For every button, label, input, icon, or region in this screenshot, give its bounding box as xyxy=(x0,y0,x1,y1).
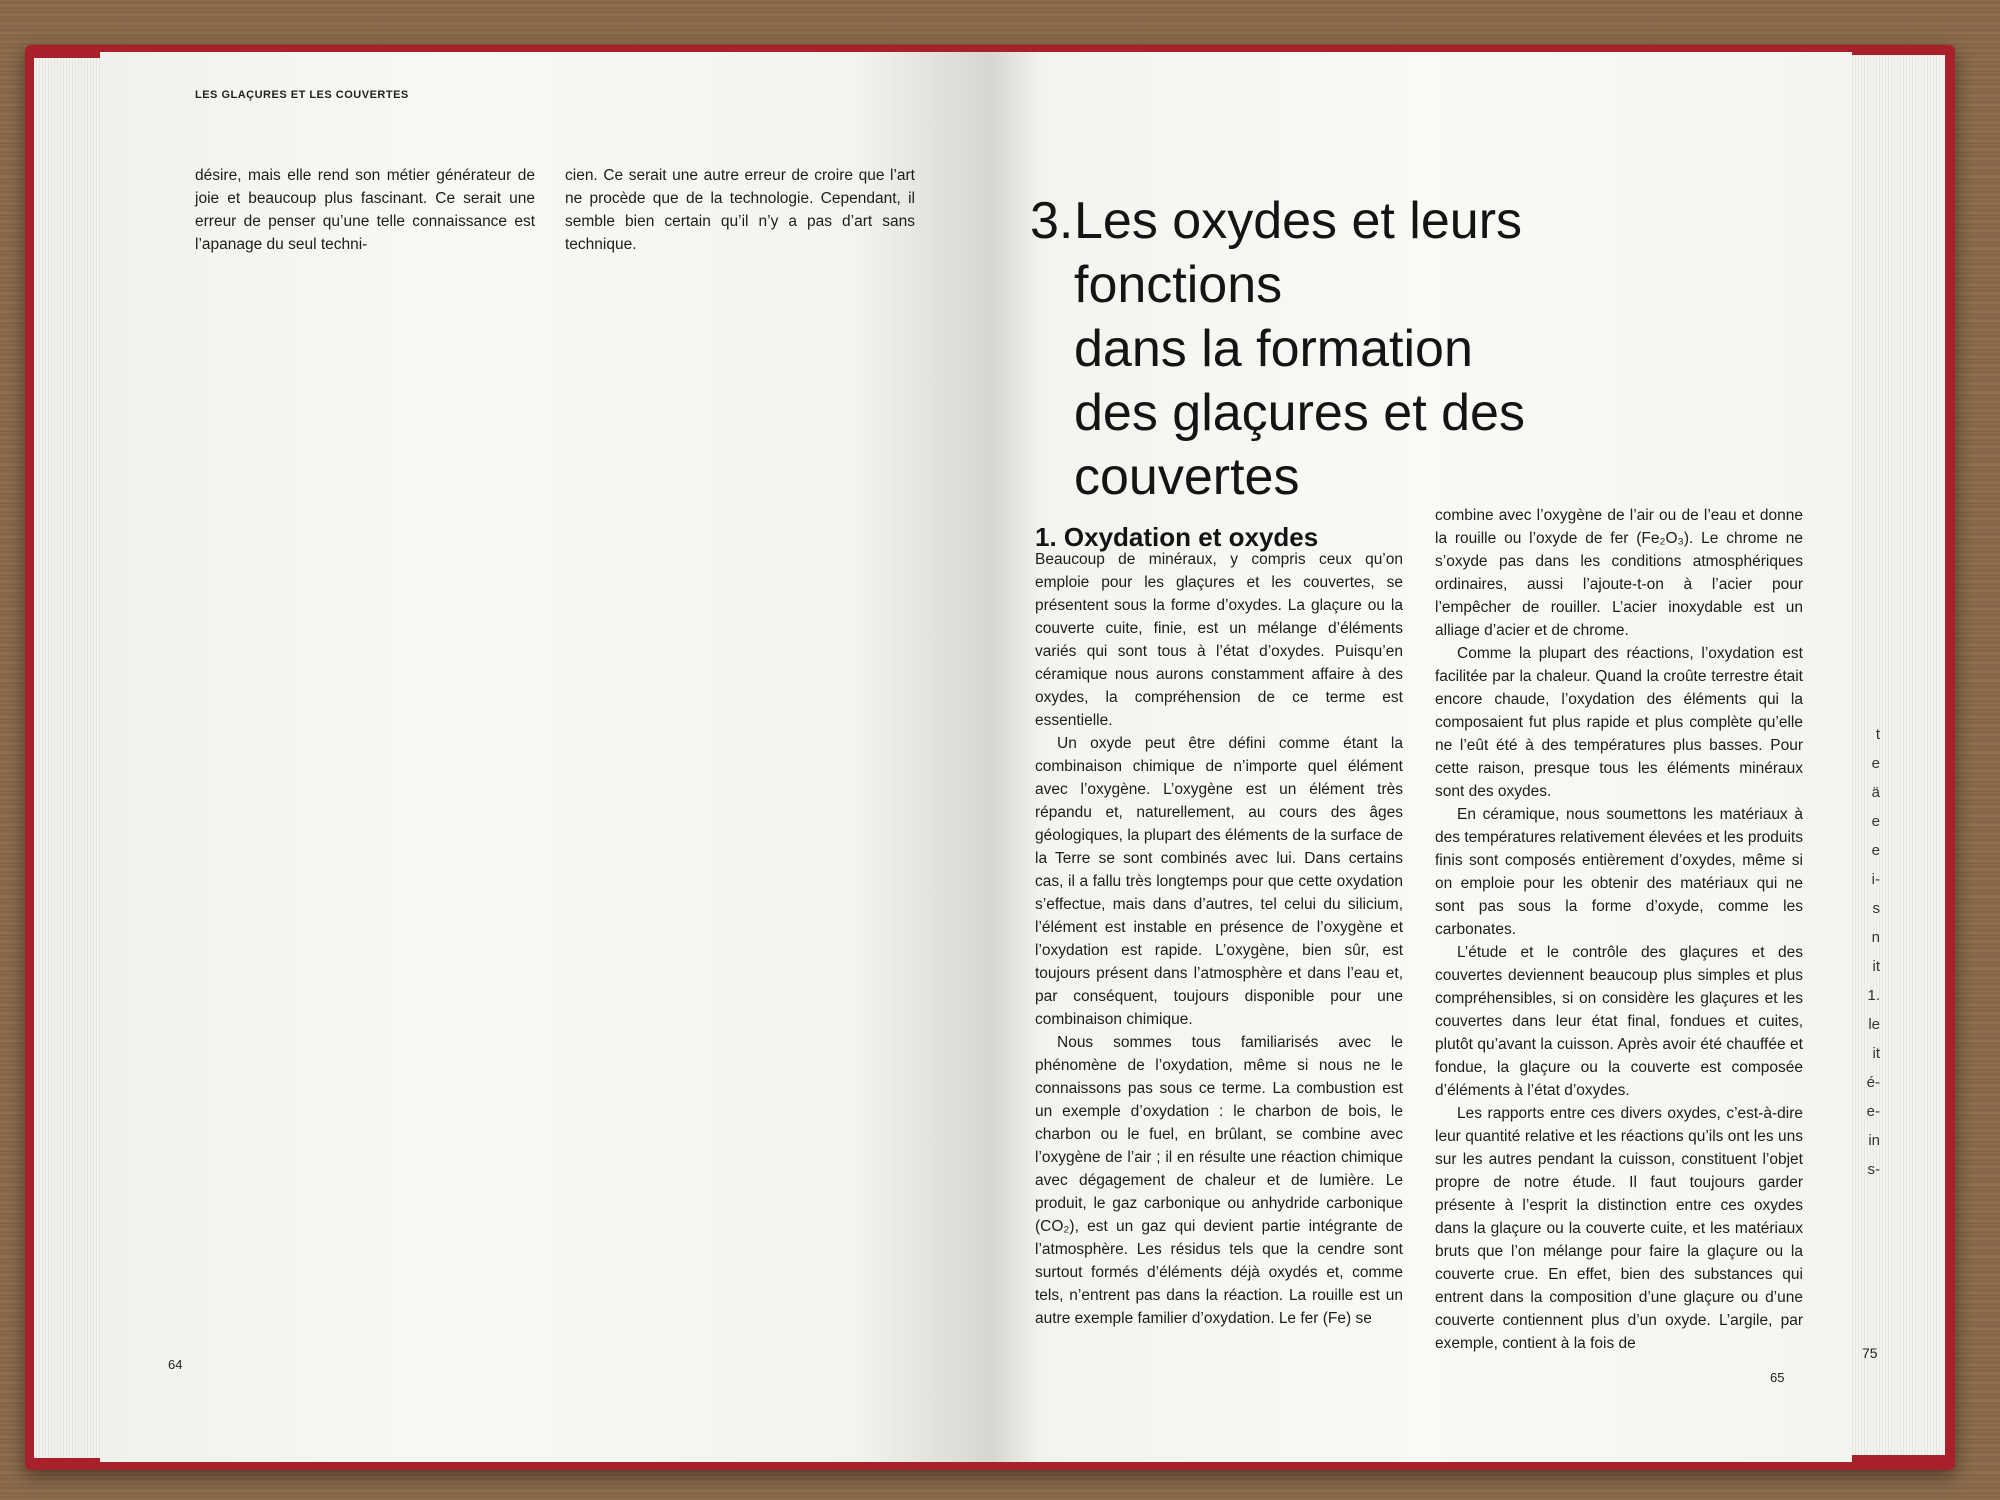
paragraph: combine avec l’oxygène de l’air ou de l’eau et donne la rouille ou l’oxyde de fer (Fe₂O₃). Le chrome ne s’oxyde pas dans les conditions atmosphériques ordinaires, aussi l’ajoute-t-on à l’acier pour l’empêcher de rouiller. L’acier inoxydable est un alliage d’acier et de chrome. xyxy=(1435,507,1803,639)
fragment: ä xyxy=(1871,784,1880,801)
fragment: n xyxy=(1871,929,1880,946)
page-number-right: 65 xyxy=(1770,1370,1785,1385)
paragraph: Comme la plupart des réactions, l’oxydation est facilitée par la chaleur. Quand la croûte terrestre était encore chaude, l’oxydation des éléments qui la composaient fut plus rapide et plus complète qu’elle ne l’eût été à des températures plus basses. Pour cette raison, presque tous les éléments minéraux sont des oxydes. xyxy=(1435,645,1803,800)
left-column-1 xyxy=(195,164,535,256)
paragraph: Les rapports entre ces divers oxydes, c’est-à-dire leur quantité relative et les réactions qu’ils ont les uns sur les autres pendant la cuisson, constituent l’objet propre de notre étude. Il faut toujours garder présente à l’esprit la distinction entre ces oxydes dans la glaçure ou la couverte cuite, et les matériaux bruts que l’on mélange pour faire la glaçure ou la couverte crue. En effet, bien des substances qui entrent dans la composition d’une glaçure ou d’une couverte contiennent plus d’un oxyde. L’argile, par exemple, contient à la fois de xyxy=(1435,1105,1803,1352)
fragment: le xyxy=(1868,1016,1880,1033)
fragment: in xyxy=(1868,1132,1880,1149)
right-page xyxy=(990,52,1852,1462)
right-column-2 xyxy=(1435,504,1803,1355)
paragraph: L’étude et le contrôle des glaçures et des couvertes deviennent beaucoup plus simples et plus compréhensibles, si on considère les glaçures et les couvertes dans leur état final, fondues et cuites, plutôt qu’avant la cuisson. Après avoir été chauffée et fondue, la glaçure ou la couverte est composée d’éléments à l’état d’oxydes. xyxy=(1435,944,1803,1099)
fragment: e xyxy=(1871,755,1880,772)
fragment: e xyxy=(1871,813,1880,830)
page-number-left: 64 xyxy=(168,1357,183,1372)
paragraph: cien. Ce serait une autre erreur de croire que l’art ne procède que de la technologie. Cependant, il semble bien certain qu’il n’y a pas d’art sans technique. xyxy=(565,167,915,253)
fragment: i- xyxy=(1871,871,1880,888)
paragraph: En céramique, nous soumettons les matériaux à des températures relativement élevées et les produits finis sont composés entièrement d’oxydes, même si on emploie pour les obtenir des matériaux qui ne sont pas sous la forme d’oxyde, comme les carbonates. xyxy=(1435,806,1803,938)
chapter-title xyxy=(1030,189,1650,509)
fragment: s- xyxy=(1867,1161,1880,1178)
paragraph: Beaucoup de minéraux, y compris ceux qu’on emploie pour les glaçures et les couvertes, se présentent sous la forme d’oxydes. La glaçure ou la couverte cuite, finie, est un mélange d’éléments variés qui sont tous à l’état d’oxydes. Puisqu’en céramique nous aurons constamment affaire à des oxydes, la compréhension de ce terme est essentielle. xyxy=(1035,551,1403,729)
fragment: s xyxy=(1872,900,1880,917)
running-head: LES GLAÇURES ET LES COUVERTES xyxy=(195,89,409,101)
page-stack-left xyxy=(34,58,104,1458)
fragment: é- xyxy=(1866,1074,1880,1091)
fragment: 1. xyxy=(1867,987,1880,1004)
right-column-1 xyxy=(1035,548,1403,1330)
under-page-number: 75 xyxy=(1862,1345,1878,1361)
fragment: e xyxy=(1871,842,1880,859)
fragment: it xyxy=(1872,1045,1880,1062)
fragment: t xyxy=(1875,726,1880,743)
under-page-text-fragments xyxy=(1856,720,1880,1184)
left-column-2 xyxy=(565,164,915,256)
fragment: it xyxy=(1872,958,1880,975)
chapter-title-text: Les oxydes et leurs fonctions dans la formation des glaçures et des couvertes xyxy=(1074,191,1525,506)
paragraph: Nous sommes tous familiarisés avec le phénomène de l’oxydation, même si nous ne le connaissons pas sous ce terme. La combustion est un exemple d’oxydation : le charbon de bois, le charbon ou le fuel, en brûlant, se combine avec l’oxygène de l’air ; il en résulte une réaction chimique avec dégagement de chaleur et de lumière. Le produit, le gaz carbonique ou anhydride carbonique (CO₂), est un gaz qui devient partie intégrante de l’atmosphère. Les résidus tels que la cendre sont surtout formés d’éléments déjà oxydés et, comme tels, n’entrent pas dans la réaction. La rouille est un autre exemple familier d’oxydation. Le fer (Fe) se xyxy=(1035,1034,1403,1327)
paragraph: désire, mais elle rend son métier générateur de joie et beaucoup plus fascinant. Ce serait une erreur de penser qu’une telle connaissance est l’apanage du seul techni- xyxy=(195,167,535,253)
fragment: e- xyxy=(1866,1103,1880,1120)
left-page xyxy=(100,52,990,1462)
chapter-number: 3. xyxy=(1030,191,1074,250)
section-heading: 1. Oxydation et oxydes xyxy=(1035,521,1319,552)
paragraph: Un oxyde peut être défini comme étant la combinaison chimique de n’importe quel élément avec l’oxygène. L’oxygène est un élément très répandu et, naturellement, au cours des âges géologiques, la plupart des éléments de la surface de la Terre se sont combinés avec lui. Dans certains cas, il a fallu très longtemps pour que cette oxydation s’effectue, mais dans d’autres, tel celui du silicium, l’élément est instable en présence de l’oxygène et l’oxydation est rapide. L’oxygène, bien sûr, est toujours présent dans l’atmosphère et dans l’eau et, par conséquent, toujours disponible pour une combinaison chimique. xyxy=(1035,735,1403,1028)
